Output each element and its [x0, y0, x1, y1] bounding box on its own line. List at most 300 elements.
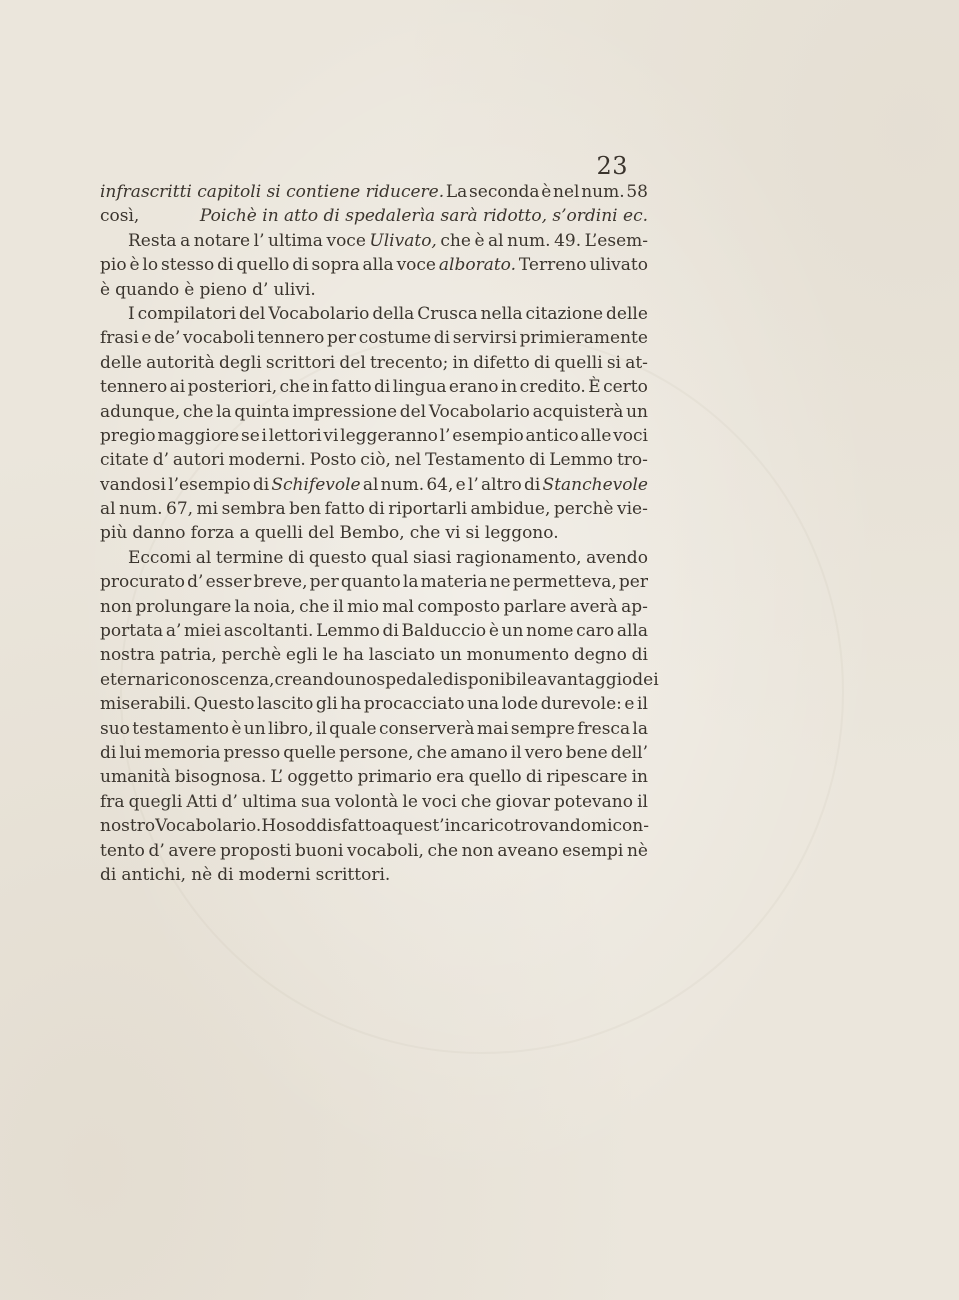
word: a [180, 230, 191, 251]
word: nome [526, 621, 574, 642]
text-line [100, 424, 648, 448]
word: suo [100, 718, 130, 739]
word: persone, [339, 742, 414, 763]
word: durevole: [540, 694, 622, 715]
word: e [141, 328, 152, 349]
word: lingua [392, 377, 447, 398]
word: alla [362, 255, 394, 276]
text-line [100, 595, 648, 619]
word: di [529, 450, 546, 471]
word: Testamento [425, 450, 526, 471]
word: leggeranno [340, 425, 438, 446]
word: Vocabolario. [155, 816, 262, 837]
word: autori [172, 450, 225, 471]
word: al [362, 474, 379, 495]
word: avendo [586, 547, 648, 568]
text-line [100, 668, 659, 692]
word: tennero [257, 328, 325, 349]
word: ha [342, 645, 364, 666]
word: la [632, 718, 648, 739]
word: Vocabolario [268, 303, 370, 324]
word: quelli [254, 523, 303, 544]
word: per [618, 572, 648, 593]
word: nè [626, 840, 648, 861]
word: pregio [100, 425, 156, 446]
word: termine [215, 547, 284, 568]
word: per [309, 572, 339, 593]
word: i [261, 425, 267, 446]
word: ben [289, 499, 322, 520]
word: scrittori. [315, 864, 391, 885]
word: alle [580, 425, 612, 446]
word: 49. [554, 230, 582, 251]
word: è [488, 621, 499, 642]
word: è [541, 182, 552, 202]
word: si [465, 523, 480, 544]
word: quanto [340, 572, 401, 593]
word: averà [569, 596, 618, 617]
word: soddisfatto [286, 816, 382, 837]
word: quello [236, 255, 290, 276]
word: antichi, [121, 864, 187, 885]
word: tro- [616, 450, 648, 471]
word: al [488, 230, 504, 251]
word: vi [445, 523, 461, 544]
word: una [467, 694, 500, 715]
word: patria, [159, 645, 217, 666]
word: eterna [100, 669, 157, 690]
word: servirsi [452, 328, 517, 349]
word: vi [323, 425, 339, 446]
word: non [461, 840, 494, 861]
word: ne [489, 572, 511, 593]
word: del [238, 303, 266, 324]
word: qual [371, 547, 409, 568]
word: e [455, 474, 466, 495]
word: Atti [186, 791, 218, 812]
word: tennero [100, 377, 168, 398]
text-line [100, 717, 648, 741]
word: leggono. [484, 523, 559, 544]
word: al [195, 547, 212, 568]
word: vantaggio [547, 669, 633, 690]
word: ultima [268, 230, 323, 251]
word: il [637, 694, 648, 715]
text-line [100, 546, 648, 570]
word: vie- [617, 499, 648, 520]
word: è [100, 279, 111, 300]
word: di [100, 742, 117, 763]
word: a’ [165, 621, 182, 642]
word: L’esem- [584, 230, 648, 251]
word: stesso [160, 255, 215, 276]
word: a [239, 523, 250, 544]
word: quest’ [391, 816, 445, 837]
word: citate [100, 450, 149, 471]
text-line [100, 570, 648, 594]
word: procacciato [363, 694, 465, 715]
word: quando [115, 279, 180, 300]
word: la [402, 572, 419, 593]
text-line [100, 741, 648, 765]
word: citazione [525, 303, 604, 324]
word: che [299, 596, 330, 617]
word: permetteva, [512, 572, 617, 593]
word: 58 [626, 182, 648, 202]
word: moderni. [228, 450, 306, 471]
word: così, [100, 206, 140, 227]
text-line [100, 521, 648, 545]
word: dei [632, 669, 659, 690]
word: d’ [187, 572, 204, 593]
word: degno [573, 645, 627, 666]
word: presso [223, 742, 281, 763]
word: testamento [132, 718, 230, 739]
text-line [100, 643, 648, 667]
word: di [382, 621, 399, 642]
word: del [399, 401, 427, 422]
word: era [436, 767, 465, 788]
word: con- [612, 816, 649, 837]
word: egli [285, 645, 318, 666]
word: monumento [466, 645, 570, 666]
text-line [100, 180, 648, 204]
word: compilatori [137, 303, 237, 324]
word: ascoltanti. [223, 621, 314, 642]
word: che [440, 230, 471, 251]
italic-word: Schifevole [271, 474, 361, 495]
word: num. [119, 499, 163, 520]
word: altro [480, 474, 522, 495]
word: parlare [503, 596, 567, 617]
word: buoni [294, 840, 344, 861]
word: ragionamento, [456, 547, 582, 568]
word: se [240, 425, 260, 446]
word: d’ [252, 279, 269, 300]
word: in [452, 352, 469, 373]
text-line [100, 278, 648, 302]
word: breve, [253, 572, 308, 593]
word: degli [218, 352, 262, 373]
word: del [308, 523, 335, 544]
word: riconoscenza, [156, 669, 275, 690]
word: quelle [283, 742, 337, 763]
word: che [279, 377, 311, 398]
word: portata [100, 621, 164, 642]
word: Resta [128, 230, 177, 251]
word: quelli [554, 352, 603, 373]
word: nè [191, 864, 213, 885]
word: a [381, 816, 392, 837]
word: erano [448, 377, 499, 398]
word: nel [394, 450, 422, 471]
word: L’ [270, 767, 284, 788]
word: è [129, 255, 140, 276]
word: di [631, 645, 648, 666]
word: mi [196, 499, 219, 520]
word: nostro [100, 816, 156, 837]
text-line [100, 497, 648, 521]
word: alla [616, 621, 648, 642]
word: lascito [257, 694, 314, 715]
text-line [100, 375, 648, 399]
word: quinta [234, 401, 290, 422]
word: 67, [166, 499, 194, 520]
word: che [460, 791, 492, 812]
word: Ho [261, 816, 287, 837]
word: lui [119, 742, 142, 763]
word: num. [507, 230, 551, 251]
word: avere [168, 840, 217, 861]
text-line [100, 204, 648, 228]
word: ai [169, 377, 186, 398]
word: sembra [221, 499, 286, 520]
word: umanità [100, 767, 171, 788]
text-line [100, 302, 648, 326]
word: in [500, 377, 518, 398]
word: Bembo, [339, 523, 405, 544]
word: si [606, 352, 621, 373]
word: e [624, 694, 635, 715]
word: in [631, 767, 648, 788]
text-line [100, 400, 648, 424]
word: costume [358, 328, 432, 349]
word: un [501, 621, 524, 642]
word: uno [344, 669, 377, 690]
word: le [402, 791, 418, 812]
word: di [292, 255, 309, 276]
word: è [231, 718, 242, 739]
word: il [315, 718, 327, 739]
body-text [100, 180, 659, 887]
text-line [100, 229, 648, 253]
word: Posto [309, 450, 357, 471]
word: che [427, 840, 459, 861]
word: prolungare [135, 596, 232, 617]
word: pieno [199, 279, 248, 300]
word: mai [476, 718, 509, 739]
word: giovar [495, 791, 550, 812]
word: oggetto [287, 767, 354, 788]
word: credito. [519, 377, 586, 398]
word: ultima [241, 791, 297, 812]
word: autorità [146, 352, 215, 373]
word: tento [100, 840, 145, 861]
text-line [100, 863, 648, 887]
word: di [288, 547, 305, 568]
word: trovandomi [513, 816, 613, 837]
word: il [637, 791, 648, 812]
word: I [128, 303, 135, 324]
word: procurato [100, 572, 186, 593]
word: lode [501, 694, 539, 715]
word: un [439, 645, 462, 666]
word: caro [576, 621, 615, 642]
word: volontà [334, 791, 399, 812]
italic-word: alborato. [438, 255, 516, 276]
word: questo [308, 547, 367, 568]
word: primieramente [519, 328, 648, 349]
word: sempre [510, 718, 575, 739]
word: riportarli [388, 499, 468, 520]
word: di [523, 474, 541, 495]
italic-word: Ulivato, [369, 230, 437, 251]
word: gli [315, 694, 338, 715]
word: lasciato [368, 645, 436, 666]
word: sopra [311, 255, 360, 276]
word: La [445, 182, 468, 202]
word: di [373, 377, 391, 398]
word: ciò, [360, 450, 391, 471]
word: fresca [577, 718, 631, 739]
word: d’ [221, 791, 238, 812]
page-number: 23 [596, 152, 628, 180]
word: siasi [413, 547, 452, 568]
word: che [182, 401, 214, 422]
word: voci [422, 791, 457, 812]
word: impressione [292, 401, 398, 422]
word: certo [603, 377, 648, 398]
word: della [372, 303, 415, 324]
word: vero [524, 742, 563, 763]
word: bisognosa. [174, 767, 267, 788]
text-line [100, 692, 648, 716]
word: at- [625, 352, 648, 373]
word: d’ [148, 840, 165, 861]
text-line [100, 790, 648, 814]
word: a [537, 669, 548, 690]
word: vocaboli [183, 328, 255, 349]
word: conserverà [378, 718, 475, 739]
word: nostra [100, 645, 156, 666]
word: è [474, 230, 485, 251]
word: più [100, 523, 128, 544]
word: ha [340, 694, 362, 715]
word: creando [274, 669, 345, 690]
word: lo [142, 255, 159, 276]
word: fra [100, 791, 125, 812]
word: dell’ [610, 742, 648, 763]
word: di [100, 864, 117, 885]
word: de’ [154, 328, 181, 349]
word: esser [205, 572, 252, 593]
word: che [416, 742, 448, 763]
word: l’ [439, 425, 451, 446]
word: primario [357, 767, 432, 788]
word: d’ [152, 450, 170, 471]
word: ap- [621, 596, 648, 617]
word: quello [468, 767, 522, 788]
word: num. [380, 474, 425, 495]
word: Lemmo [549, 450, 614, 471]
word: potevano [554, 791, 633, 812]
word: acquisterà [532, 401, 624, 422]
word: di [533, 352, 551, 373]
word: l’ [253, 230, 265, 251]
word: pio [100, 255, 127, 276]
word: 64, [426, 474, 454, 495]
word: il [510, 742, 522, 763]
word: di [217, 864, 234, 885]
word: È [588, 377, 601, 398]
word: il [332, 596, 344, 617]
word: posteriori, [187, 377, 278, 398]
word: miserabili. [100, 694, 192, 715]
italic-word: infrascritti capitoli si contiene riducere. [100, 182, 445, 202]
word: adunque, [100, 401, 181, 422]
word: quale [329, 718, 377, 739]
word: esempio [452, 425, 524, 446]
word: notare [193, 230, 251, 251]
word: maggiore [157, 425, 240, 446]
word: perchè [221, 645, 282, 666]
word: ulivi. [273, 279, 316, 300]
text-line [100, 253, 648, 277]
word: Terreno [518, 255, 587, 276]
word: amano [450, 742, 508, 763]
word: ripescare [546, 767, 628, 788]
word: Crusca [417, 303, 478, 324]
word: la [234, 596, 251, 617]
word: un [626, 401, 648, 422]
word: quegli [128, 791, 183, 812]
word: bene [565, 742, 608, 763]
word: la [216, 401, 232, 422]
word: di [525, 767, 543, 788]
text-line [100, 765, 648, 789]
text-line [100, 814, 648, 838]
word: sua [300, 791, 331, 812]
word: danno [132, 523, 186, 544]
word: noia, [253, 596, 296, 617]
word: perchè [553, 499, 614, 520]
word: Lemmo [316, 621, 380, 642]
word: ulivato [589, 255, 648, 276]
word: mal [382, 596, 414, 617]
word: forza [190, 523, 235, 544]
word: l’esempio [168, 474, 251, 495]
word: Vocabolario [428, 401, 530, 422]
word: le [322, 645, 339, 666]
word: voce [396, 255, 436, 276]
word: num. [581, 182, 625, 202]
word: di [252, 474, 270, 495]
italic-word: Stanchevole [542, 474, 648, 495]
word: Balduccio [401, 621, 487, 642]
word: miei [184, 621, 222, 642]
word: vandosi [100, 474, 166, 495]
word: frasi [100, 328, 139, 349]
word: aveano [497, 840, 559, 861]
text-line [100, 448, 648, 472]
word: Eccomi [128, 547, 192, 568]
word: materia [420, 572, 488, 593]
word: è [184, 279, 195, 300]
word: disponibile [442, 669, 538, 690]
word: un [243, 718, 266, 739]
text-line [100, 619, 648, 643]
word: proposti [220, 840, 292, 861]
word: di [433, 328, 451, 349]
word: per [326, 328, 357, 349]
word: non [100, 596, 133, 617]
text-line [100, 839, 648, 863]
word: libro, [268, 718, 314, 739]
text-line [100, 351, 648, 375]
word: di [368, 499, 385, 520]
word: difetto [473, 352, 530, 373]
word: esempi [562, 840, 624, 861]
